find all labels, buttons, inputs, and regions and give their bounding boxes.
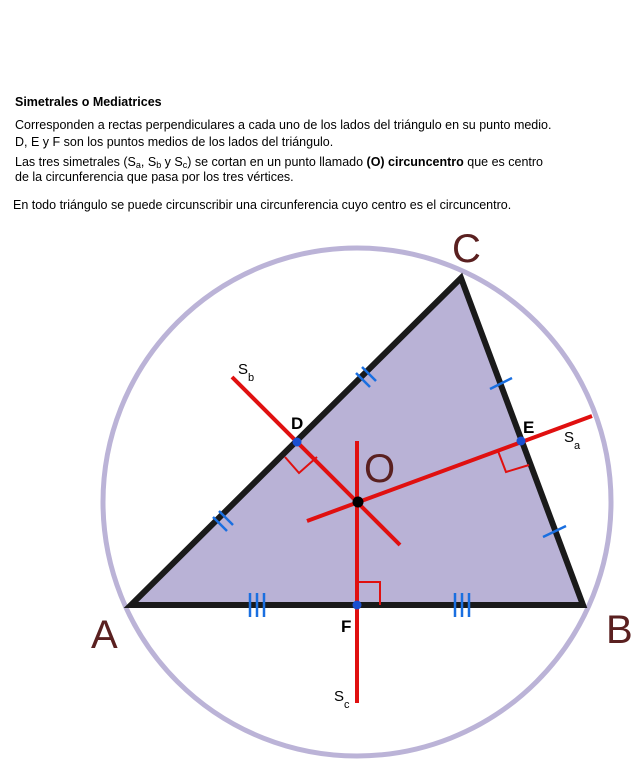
definition-text: Corresponden a rectas perpendiculares a cada uno de los lados del triángulo en su punto medio.	[15, 118, 552, 132]
midpoint-f	[353, 601, 362, 610]
vertex-label-b: B	[606, 608, 633, 652]
section-title: Simetrales o Mediatrices	[15, 95, 162, 109]
p3-sub-b: b	[156, 160, 162, 170]
vertex-label-a: A	[91, 613, 118, 657]
sb-sub: b	[248, 372, 255, 384]
sb-s: S	[238, 361, 249, 378]
p3-sub-c: c	[182, 160, 188, 170]
center-label-o: O	[364, 447, 396, 491]
conclusion-text: En todo triángulo se puede circunscribir una circunferencia cuyo centro es el circuncentro.	[13, 198, 512, 212]
sc-s: S	[334, 688, 345, 705]
p3-sub-a: a	[135, 160, 141, 170]
bisector-label-sb	[238, 361, 254, 384]
p3-start: Las tres simetrales (S	[15, 155, 136, 169]
midpoint-e	[517, 437, 526, 446]
p3-sep1: , S	[140, 155, 157, 169]
midpoint-d	[293, 438, 302, 447]
midpoints-text: D, E y F son los puntos medios de los lados del triángulo.	[15, 135, 334, 149]
sa-sub: a	[574, 440, 581, 452]
circumcenter-text-line2: de la circunferencia que pasa por los tres vértices.	[15, 170, 294, 184]
circumcenter-point	[353, 497, 364, 508]
p3-end: que es centro	[463, 155, 543, 169]
vertex-label-c: C	[452, 227, 481, 271]
p3-mid: ) se cortan en un punto llamado	[187, 155, 367, 169]
bisector-label-sc	[334, 688, 350, 711]
p3-bold: (O) circuncentro	[366, 155, 464, 169]
p3-sep2: y S	[161, 155, 183, 169]
sa-s: S	[564, 429, 575, 446]
midpoint-label-e: E	[523, 418, 535, 437]
bisector-label-sa	[564, 429, 581, 452]
sc-sub: c	[344, 699, 350, 711]
midpoint-label-f: F	[341, 617, 352, 636]
midpoint-label-d: D	[291, 414, 304, 433]
